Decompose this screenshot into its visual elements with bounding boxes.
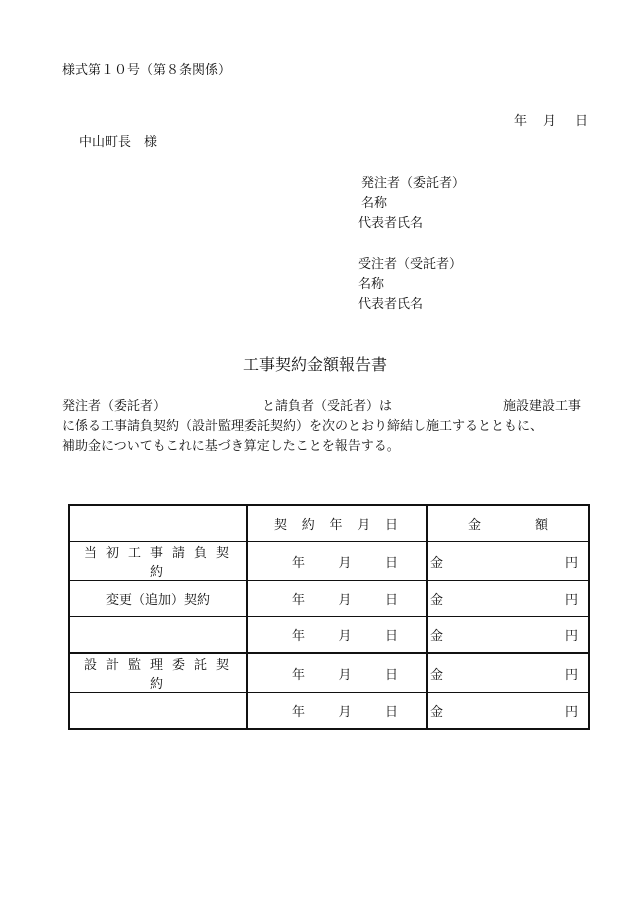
amount-cell [427, 542, 589, 581]
row-label-cell [69, 617, 247, 654]
header-contract-date [247, 505, 427, 542]
body-orderer: 発注者（委託者） [62, 399, 167, 414]
year-unit: 年 [292, 667, 306, 683]
amount-prefix: 金 [430, 593, 444, 608]
header-blank [69, 505, 247, 542]
amount-suffix: 円 [564, 555, 578, 571]
contractor-name-label: 名称 [358, 277, 385, 292]
document-title: 工事契約金額報告書 [242, 355, 387, 374]
row-label: 変更（追加）契約 [105, 593, 210, 608]
table-row [69, 693, 589, 730]
header-date-char: 月 [357, 518, 371, 533]
row-label-cell [69, 653, 247, 693]
year-unit: 年 [292, 629, 306, 644]
amount-suffix: 円 [564, 593, 578, 608]
date-cell [247, 617, 427, 654]
date-cell [247, 581, 427, 617]
amount-prefix: 金 [430, 667, 444, 683]
form-number: 様式第１０号（第８条関係） [62, 63, 232, 78]
header-date-char: 日 [384, 518, 398, 533]
contractor-heading: 受注者（受託者） [358, 257, 463, 272]
month-unit: 月 [338, 629, 352, 644]
day-unit: 日 [384, 593, 398, 608]
day-unit: 日 [384, 705, 398, 720]
amount-cell [427, 693, 589, 730]
row-label-cell [69, 693, 247, 730]
date-day: 日 [575, 114, 589, 129]
amount-suffix: 円 [564, 705, 578, 720]
table-row [69, 653, 589, 693]
table-header-row [69, 505, 589, 542]
date-year: 年 [514, 114, 528, 129]
date-cell [247, 653, 427, 693]
date-month: 月 [543, 114, 557, 129]
header-amount [427, 505, 589, 542]
table-row [69, 617, 589, 654]
body-line-3: 補助金についてもこれに基づき算定したことを報告する。 [62, 439, 400, 454]
month-unit: 月 [338, 705, 352, 720]
month-unit: 月 [338, 555, 352, 571]
header-amount-char: 金 [468, 518, 482, 533]
month-unit: 月 [338, 593, 352, 608]
amount-prefix: 金 [430, 705, 444, 720]
contract-table [68, 504, 590, 730]
orderer-rep-label: 代表者氏名 [358, 216, 424, 231]
body-line-2: に係る工事請負契約（設計監理委託契約）を次のとおり締結し施工するとともに、 [62, 419, 544, 434]
amount-cell [427, 581, 589, 617]
day-unit: 日 [384, 667, 398, 683]
day-unit: 日 [384, 555, 398, 571]
amount-suffix: 円 [564, 667, 578, 683]
day-unit: 日 [384, 629, 398, 644]
date-cell [247, 542, 427, 581]
table-row [69, 542, 589, 581]
month-unit: 月 [338, 667, 352, 683]
row-label-cell [69, 542, 247, 581]
orderer-name-label: 名称 [361, 196, 388, 211]
header-date-char: 年 [329, 518, 343, 533]
row-label: 当初工事請負契約 [83, 546, 238, 580]
year-unit: 年 [292, 555, 306, 571]
body-facility: 施設建設工事 [503, 399, 582, 414]
year-unit: 年 [292, 705, 306, 720]
year-unit: 年 [292, 593, 306, 608]
amount-prefix: 金 [430, 629, 444, 644]
amount-cell [427, 653, 589, 693]
header-date-char: 約 [301, 518, 315, 533]
amount-cell [427, 617, 589, 654]
row-label-cell [69, 581, 247, 617]
row-label: 設計監理委託契約 [83, 658, 238, 692]
orderer-heading: 発注者（委託者） [361, 176, 466, 191]
table-row [69, 581, 589, 617]
header-amount-char: 額 [534, 518, 548, 533]
amount-prefix: 金 [430, 555, 444, 571]
body-contractor: と請負者（受託者）は [262, 399, 393, 414]
amount-suffix: 円 [564, 629, 578, 644]
addressee: 中山町長 様 [79, 135, 158, 150]
date-cell [247, 693, 427, 730]
contractor-rep-label: 代表者氏名 [358, 297, 424, 312]
header-date-char: 契 [274, 518, 288, 533]
